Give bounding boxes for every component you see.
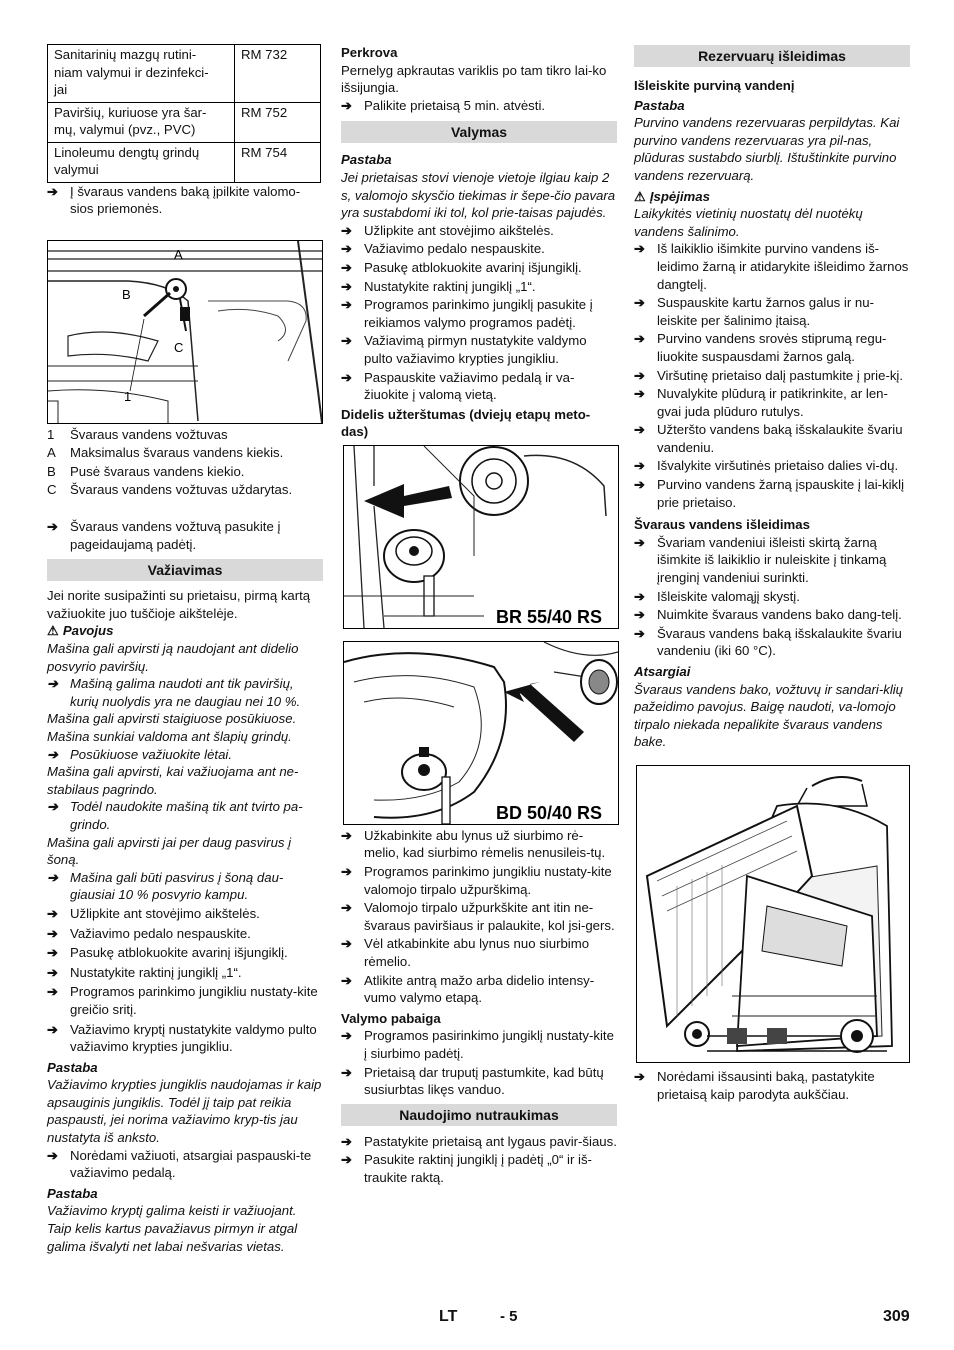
danger-text: Mašina gali apvirsti jai per daug pasvirus į šoną. [47, 834, 292, 868]
arrow-icon: ➔ [341, 864, 352, 880]
clean-step: ➔ Važiavimo pedalo nespauskite. [341, 241, 545, 257]
table-row [48, 45, 321, 103]
heavy-step: ➔ Valomojo tirpalo užpurkškite ant itin ne-švaraus paviršiaus ir palaukite, kol jsi-gers. [341, 900, 615, 933]
caution-heading: Atsargiai [634, 664, 691, 679]
clean-water-step: ➔ Nuimkite švaraus vandens bako dang-telį. [634, 607, 902, 623]
danger-text: Mašina gali apvirsti ją naudojant ant didelio posvyrio paviršių. [47, 641, 299, 674]
arrow-icon: ➔ [341, 241, 352, 257]
dirty-step: ➔ Užteršto vandens baką išskalaukite švariu vandeniu. [634, 422, 903, 455]
heavy-step: ➔ Užkabinkite abu lynus už siurbimo rė-melio, kad siurbimo rėmelis nenusileis-tų. [341, 827, 606, 861]
section-heading-shutdown: Naudojimo nutraukimas [341, 1104, 617, 1126]
table-cell-usage: Paviršių, kuriuose yra šar- mų, valymui (pvz., PVC) [48, 102, 235, 142]
drive-step: ➔ Važiavimo pedalo nespauskite. [47, 925, 251, 941]
note-heading: Pastaba [47, 1185, 98, 1201]
arrow-icon: ➔ [47, 519, 58, 535]
arrow-icon: ➔ [341, 1028, 352, 1044]
section-heading-driving: Važiavimas [47, 559, 323, 581]
drive-step: ➔ Pasukę atblokuokite avarinį išjungiklį. [47, 945, 288, 961]
section-heading-tanks: Rezervuarų išleidimas [634, 45, 910, 67]
drive-step: ➔ Programos parinkimo jungikliu nustaty-kite greičio sritį. [47, 984, 318, 1017]
clean-water-heading: Švaraus vandens išleidimas [634, 517, 810, 533]
label-a: A [174, 246, 183, 262]
arrow-icon: ➔ [341, 97, 352, 113]
step-press-pedal: ➔ Norėdami važiuoti, atsargiai paspauski-te važiavimo pedalą. [47, 1147, 312, 1181]
danger-step: ➔ Mašina gali būti pasvirus į šoną dau-giausiai 10 % posvyrio kampu. [47, 869, 284, 903]
dirty-step: ➔ Iš laikiklio išimkite purvino vandens iš-leidimo žarną ir atidarykite išleidimo žarnos dangtelį. [634, 241, 909, 292]
arrow-icon: ➔ [47, 183, 58, 199]
figure-bd-50-40-rs [343, 641, 619, 825]
warning-heading: ⚠ Įspėjimas [634, 188, 710, 204]
arrow-icon: ➔ [634, 588, 645, 604]
figure-tank-drying [636, 765, 910, 1063]
table-cell-usage: Sanitarinių mazgų rutini- niam valymui ir dezinfekci- jai [48, 45, 235, 103]
driving-intro: Jei norite susipažinti su prietaisu, pirmą kartą važiuokite juo tuščioje aikštelėje. [47, 588, 311, 621]
heavy-step: ➔ Programos parinkimo jungikliu nustaty-kite valomojo tirpalo užpurškimą. [341, 864, 612, 897]
danger-text: Mašina gali apvirsti, kai važiuojama ant ne-stabilaus pagrindo. [47, 764, 299, 797]
arrow-icon: ➔ [634, 534, 645, 550]
note-text: Važiavimo krypties jungiklis naudojamas ir kaip apsauginis jungiklis. Todėl jį taip pat reikia paspausti, jei norima važiavimo kryp-tis jau nustatyta iš anksto. [47, 1077, 322, 1146]
clean-step: ➔ Programos parinkimo jungiklį pasukite į reikiamos valymo programos padėtį. [341, 297, 593, 330]
arrow-icon: ➔ [634, 295, 645, 311]
warning-text: Laikykitės vietinių nuostatų dėl nuotėkų vandens šalinimo. [634, 206, 863, 239]
arrow-icon: ➔ [634, 422, 645, 438]
model-label-br: BR 55/40 RS [496, 606, 603, 627]
step-set-valve: ➔ Švaraus vandens vožtuvą pasukite į pageidaujamą padėtį. [47, 519, 281, 552]
drive-step: ➔ Užlipkite ant stovėjimo aikštelės. [47, 905, 260, 921]
table-cell-code: RM 732 [235, 45, 321, 103]
step-fill-detergent: ➔ Į švaraus vandens baką įpilkite valomo-sios priemonės. [47, 183, 301, 217]
column-left [47, 44, 323, 1255]
step-dry-tank: ➔ Norėdami išsausinti baką, pastatykite prietaisą kaip parodyta aukščiau. [634, 1068, 875, 1102]
heavy-step: ➔ Vėl atkabinkite abu lynus nuo siurbimo rėmelio. [341, 936, 590, 970]
legend-item: 1 Švaraus vandens vožtuvas [47, 426, 228, 442]
arrow-icon: ➔ [47, 905, 58, 921]
arrow-icon: ➔ [634, 607, 645, 623]
clean-step: ➔ Paspauskite važiavimo pedalą ir va-žiuokite į valomą vietą. [341, 369, 575, 403]
note-heading: Pastaba [341, 152, 392, 168]
heavy-dirt-heading: Didelis užterštumas (dviejų etapų meto-das) [341, 406, 591, 440]
arrow-icon: ➔ [634, 477, 645, 493]
dirty-step: ➔ Išvalykite viršutinės prietaiso dalies vi-dų. [634, 458, 899, 474]
arrow-icon: ➔ [47, 964, 58, 980]
valve-illustration [48, 241, 322, 423]
label-1: 1 [124, 388, 132, 404]
drive-step: ➔ Nustatykite raktinį jungiklį „1“. [47, 964, 242, 980]
footer-local-page: - 5 [500, 1308, 518, 1325]
arrow-icon: ➔ [634, 625, 645, 641]
caution-text: Švaraus vandens bako, vožtuvų ir sandari-klių pažeidimo pavojus. Baigę naudoti, va-lomojo tirpalo niekada nepalikite švaraus vandens bake. [634, 681, 904, 750]
bd-machine-illustration [344, 642, 618, 824]
cleaning-end-heading: Valymo pabaiga [341, 1010, 441, 1026]
table-cell-code: RM 754 [235, 142, 321, 182]
note-heading: Pastaba [634, 97, 685, 113]
figure-br-55-40-rs [343, 445, 619, 629]
arrow-icon: ➔ [341, 333, 352, 349]
arrow-icon: ➔ [341, 259, 352, 275]
arrow-icon: ➔ [47, 945, 58, 961]
section-heading-cleaning: Valymas [341, 121, 617, 143]
arrow-icon: ➔ [634, 367, 645, 383]
table-cell-usage: Linoleumu dengtų grindų valymui [48, 142, 235, 182]
shutdown-step: ➔ Pastatykite prietaisą ant lygaus pavir-šiaus. [341, 1133, 617, 1149]
clean-water-step: ➔ Švaraus vandens baką išskalaukite švariu vandeniu (iki 60 °C). [634, 625, 902, 659]
warning-triangle-icon: ⚠ [47, 623, 59, 639]
label-b: B [122, 286, 131, 302]
overload-heading: Perkrova [341, 45, 398, 60]
clean-water-step: ➔ Išleiskite valomąjį skystį. [634, 588, 800, 604]
arrow-icon: ➔ [341, 972, 352, 988]
table-row [48, 142, 321, 182]
dirty-step: ➔ Suspauskite kartu žarnos galus ir nu-leiskite per šalinimo įtaisą. [634, 295, 874, 328]
clean-step: ➔ Užlipkite ant stovėjimo aikštelės. [341, 222, 554, 238]
table-row [48, 102, 321, 142]
arrow-icon: ➔ [47, 869, 58, 885]
arrow-icon: ➔ [341, 278, 352, 294]
overload-step: ➔ Palikite prietaisą 5 min. atvėsti. [341, 97, 546, 113]
column-middle [341, 44, 617, 1187]
detergent-table [47, 44, 321, 183]
note-heading: Pastaba [47, 1059, 98, 1075]
arrow-icon: ➔ [341, 900, 352, 916]
note-text: Jei prietaisas stovi vienoje vietoje ilgiau kaip 2 s, valomojo skysčio tiekimas ir šepe-čio pavara yra sustabdomi iki tol, kol prie-taisas pajudės. [341, 169, 616, 221]
warning-triangle-icon: ⚠ [634, 188, 646, 204]
br-machine-illustration [344, 446, 618, 628]
legend-item: C Švaraus vandens vožtuvas uždarytas. [47, 482, 293, 498]
overload-text: Pernelyg apkrautas variklis po tam tikro lai-ko išsijungia. [341, 62, 607, 96]
drive-step: ➔ Važiavimo kryptį nustatykite valdymo pulto važiavimo krypties jungikliu. [47, 1021, 317, 1055]
danger-heading: ⚠ Pavojus [47, 623, 114, 639]
clean-step: ➔ Pasukę atblokuokite avarinį išjungiklį. [341, 259, 582, 275]
arrow-icon: ➔ [47, 984, 58, 1000]
arrow-icon: ➔ [634, 1068, 645, 1084]
dirty-step: ➔ Purvino vandens žarną įspauskite į lai-kiklį prie prietaiso. [634, 477, 905, 510]
arrow-icon: ➔ [341, 936, 352, 952]
table-cell-code: RM 752 [235, 102, 321, 142]
arrow-icon: ➔ [341, 297, 352, 313]
arrow-icon: ➔ [634, 331, 645, 347]
footer-page-number: 309 [883, 1308, 910, 1325]
arrow-icon: ➔ [341, 1133, 352, 1149]
dirty-step: ➔ Viršutinę prietaiso dalį pastumkite į prie-kį. [634, 367, 904, 383]
figure-clean-water-valve [47, 240, 323, 424]
model-label-bd: BD 50/40 RS [496, 802, 603, 823]
footer-language: LT [439, 1308, 458, 1325]
arrow-icon: ➔ [47, 1021, 58, 1037]
danger-step: ➔ Mašiną galima naudoti ant tik paviršių, kurių nuolydis yra ne daugiau nei 10 %. [47, 676, 301, 709]
end-step: ➔ Prietaisą dar truputį pastumkite, kad būtų susiurbtas likęs vanduo. [341, 1064, 604, 1098]
note-text: Važiavimo kryptį galima keisti ir važiuojant. Taip kelis kartus pavažiavus pirmyn ir atgal galima išvalyti net labai nešvarias vietas. [47, 1203, 298, 1254]
danger-step: ➔ Posūkiuose važiuokite lėtai. [47, 746, 233, 762]
legend-item: B Pusė švaraus vandens kiekio. [47, 463, 245, 479]
arrow-icon: ➔ [341, 369, 352, 385]
heavy-step: ➔ Atlikite antrą mažo arba didelio intensy-vumo valymo etapą. [341, 972, 595, 1006]
column-right [634, 44, 910, 1103]
arrow-icon: ➔ [341, 1064, 352, 1080]
shutdown-step: ➔ Pasukite raktinį jungiklį į padėtį „0“ ir iš-traukite raktą. [341, 1152, 592, 1185]
dirty-step: ➔ Purvino vandens srovės stiprumą regu-liuokite suspausdami žarnos galą. [634, 331, 887, 364]
arrow-icon: ➔ [634, 241, 645, 257]
arrow-icon: ➔ [341, 1152, 352, 1168]
arrow-icon: ➔ [47, 799, 58, 815]
note-text: Purvino vandens rezervuaras perpildytas. Kai purvino vandens rezervuaras yra pil-nas, plūduras sustabdo siurblį. Ištuštinkite purvino vandens rezervuarą. [634, 115, 900, 183]
arrow-icon: ➔ [47, 676, 58, 692]
arrow-icon: ➔ [47, 746, 58, 762]
clean-water-step: ➔ Švariam vandeniui išleisti skirtą žarną išimkite iš laikiklio ir nuleiskite į tinkamą įrenginį vandeniui surinkti. [634, 534, 887, 586]
danger-text: Mašina gali apvirsti staigiuose posūkiuose. Mašina sunkiai valdoma ant šlapių grindų. [47, 711, 297, 744]
label-c: C [174, 339, 184, 355]
dirty-step: ➔ Nuvalykite plūdurą ir patikrinkite, ar len-gvai juda plūduro rutulys. [634, 386, 888, 419]
arrow-icon: ➔ [341, 827, 352, 843]
arrow-icon: ➔ [634, 386, 645, 402]
clean-step: ➔ Nustatykite raktinį jungiklį „1“. [341, 278, 536, 294]
arrow-icon: ➔ [47, 925, 58, 941]
clean-step: ➔ Važiavimą pirmyn nustatykite valdymo pulto važiavimo krypties jungikliu. [341, 333, 587, 366]
danger-step: ➔ Todėl naudokite mašiną tik ant tvirto pa-grindo. [47, 799, 303, 832]
arrow-icon: ➔ [634, 458, 645, 474]
arrow-icon: ➔ [341, 222, 352, 238]
arrow-icon: ➔ [47, 1147, 58, 1163]
end-step: ➔ Programos pasirinkimo jungiklį nustaty-kite į siurbimo padėtį. [341, 1028, 614, 1061]
legend-item: A Maksimalus švaraus vandens kiekis. [47, 445, 284, 461]
tilted-machine-illustration [637, 766, 909, 1062]
dirty-water-heading: Išleiskite purviną vandenį [634, 78, 795, 93]
